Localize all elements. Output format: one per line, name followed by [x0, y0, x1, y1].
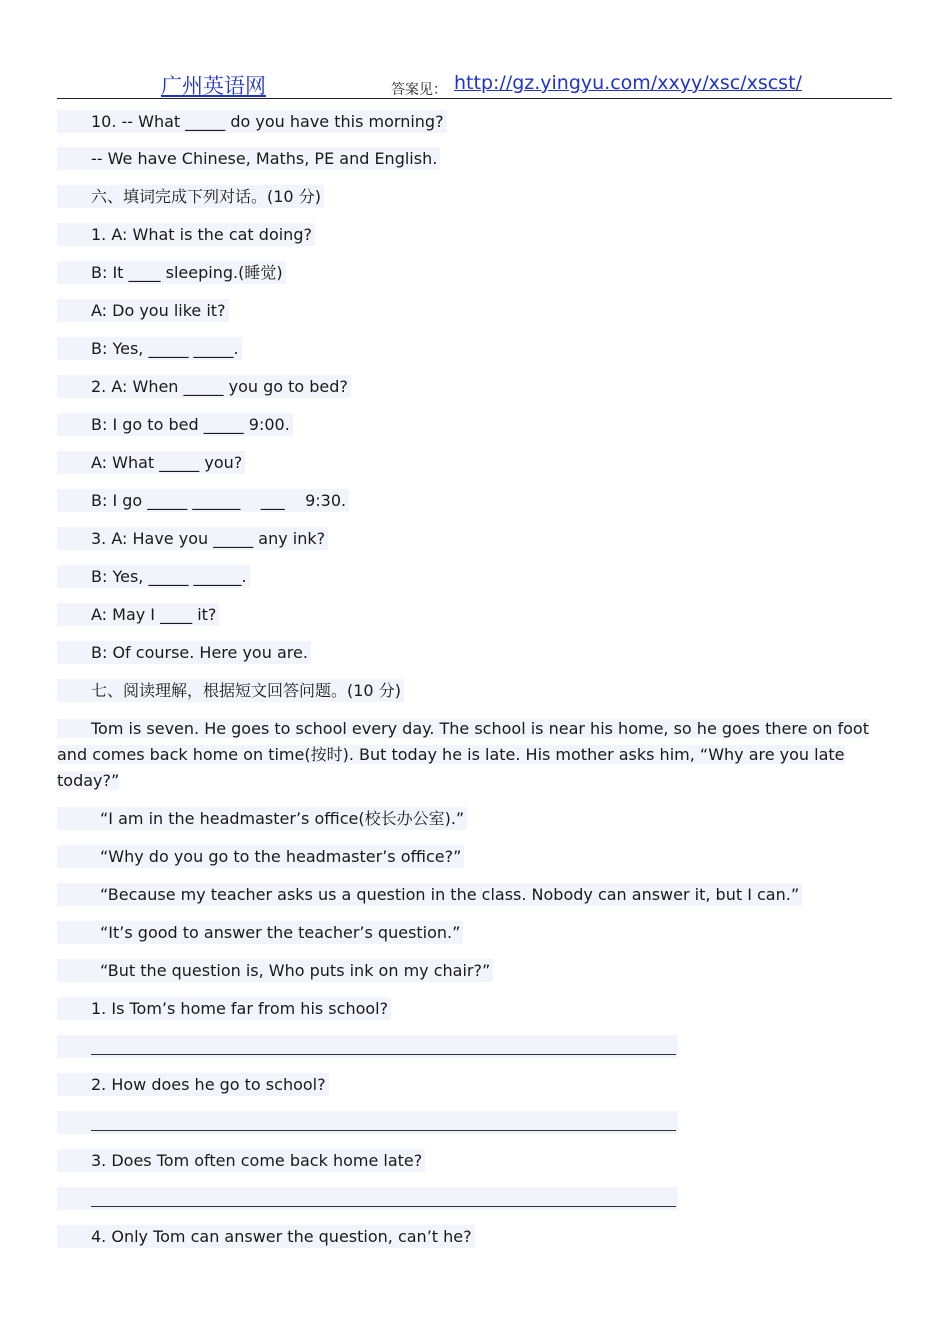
- question-10-line: 10. -- What _____ do you have this morning?: [57, 110, 447, 133]
- passage-dialogue-line: “I am in the headmaster’s office(校长办公室).”: [57, 807, 467, 830]
- reading-passage-text: Tom is seven. He goes to school every day. The school is near his home, so he goes there on foot and comes back home on time(按时). But today he is late. His mother asks him, “Why are you late today?”: [57, 719, 869, 790]
- reading-question: 2. How does he go to school?: [57, 1073, 329, 1096]
- reading-question: 4. Only Tom can answer the question, can’t he?: [57, 1225, 475, 1248]
- page-header: [0, 0, 950, 100]
- dialogue-line: B: Of course. Here you are.: [57, 641, 311, 664]
- header-divider: [57, 98, 892, 99]
- section-6-heading: 六、填词完成下列对话。(10 分): [57, 185, 324, 208]
- dialogue-line: B: I go _____ ______ ___ 9:30.: [57, 489, 349, 512]
- answer-blank-line[interactable]: [57, 1187, 678, 1210]
- dialogue-line: 1. A: What is the cat doing?: [57, 223, 315, 246]
- passage-dialogue-line: “But the question is, Who puts ink on my chair?”: [57, 959, 493, 982]
- site-name-link[interactable]: 广州英语网: [161, 74, 266, 98]
- answer-underline: [91, 1054, 676, 1055]
- answer-blank-line[interactable]: [57, 1035, 678, 1058]
- dialogue-line: B: It ____ sleeping.(睡觉): [57, 261, 286, 284]
- passage-dialogue-line: “Because my teacher asks us a question in the class. Nobody can answer it, but I can.”: [57, 883, 802, 906]
- dialogue-line: 3. A: Have you _____ any ink?: [57, 527, 328, 550]
- reading-passage: [57, 716, 877, 794]
- dialogue-line: B: Yes, _____ ______.: [57, 565, 250, 588]
- dialogue-line: 2. A: When _____ you go to bed?: [57, 375, 351, 398]
- dialogue-line: A: May I ____ it?: [57, 603, 219, 626]
- dialogue-line: B: I go to bed _____ 9:00.: [57, 413, 293, 436]
- reading-question: 3. Does Tom often come back home late?: [57, 1149, 425, 1172]
- passage-dialogue-line: “Why do you go to the headmaster’s office?”: [57, 845, 464, 868]
- answer-underline: [91, 1130, 676, 1131]
- answer-label: 答案见：: [391, 82, 447, 98]
- reading-question: 1. Is Tom’s home far from his school?: [57, 997, 391, 1020]
- dialogue-line: A: What _____ you?: [57, 451, 245, 474]
- dialogue-line: B: Yes, _____ _____.: [57, 337, 242, 360]
- answer-blank-line[interactable]: [57, 1111, 678, 1134]
- answer-url-link[interactable]: http://gz.yingyu.com/xxyy/xsc/xscst/: [454, 72, 802, 94]
- section-7-heading: 七、阅读理解，根据短文回答问题。(10 分): [57, 679, 404, 702]
- dialogue-line: A: Do you like it?: [57, 299, 229, 322]
- passage-dialogue-line: “It’s good to answer the teacher’s question.”: [57, 921, 463, 944]
- question-10-answer-line: -- We have Chinese, Maths, PE and English.: [57, 147, 440, 170]
- answer-underline: [91, 1206, 676, 1207]
